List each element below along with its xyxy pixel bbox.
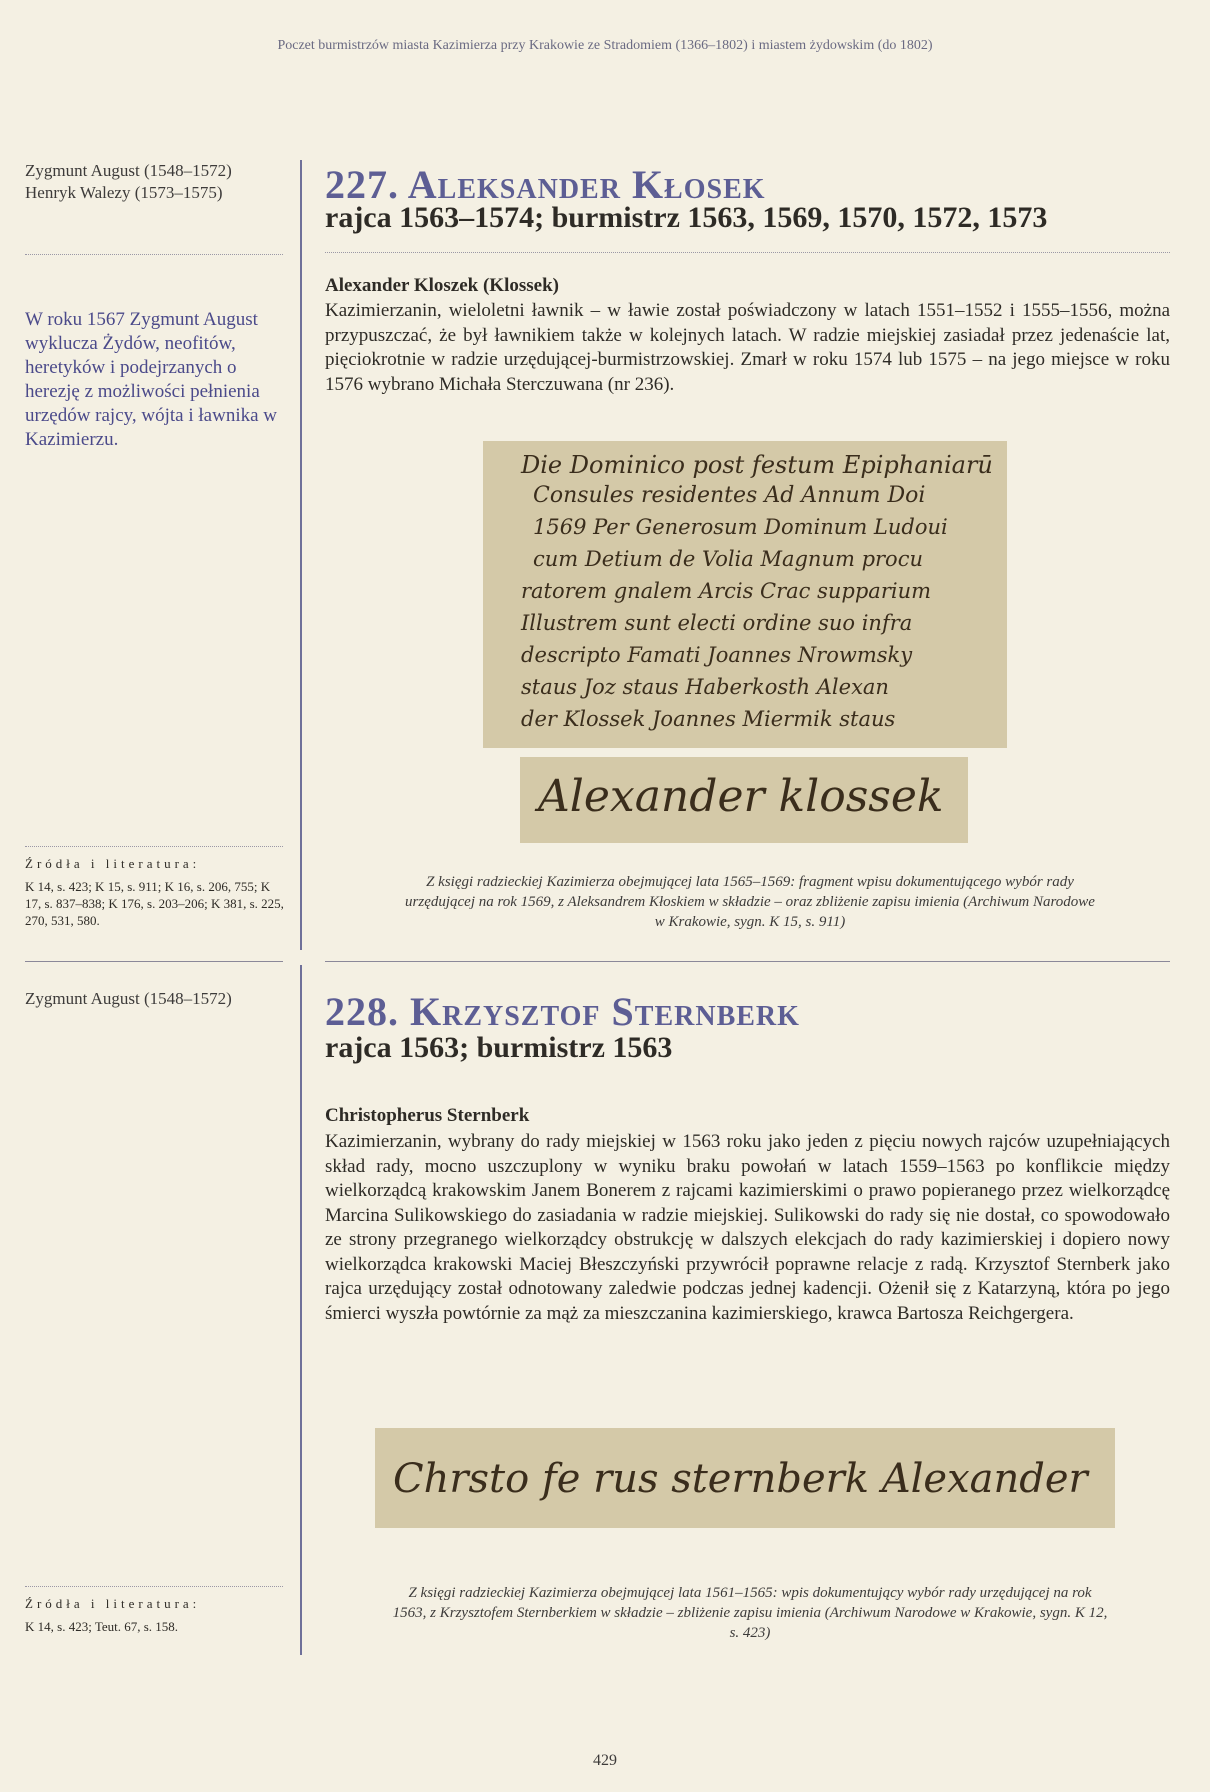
reign-line: Zygmunt August (1548–1572) — [25, 161, 232, 180]
manuscript-line: cum Detium de Volia Magnum procu — [533, 547, 923, 571]
sources-list: K 14, s. 423; K 15, s. 911; K 16, s. 206, 755; K 17, s. 837–838; K 176, s. 203–206; K 381, s. 225, 270, 531, 580. — [25, 879, 284, 928]
vertical-rule — [300, 160, 302, 950]
sources-title: Źródła i literatura: — [25, 856, 201, 871]
entry-body: Kazimierzanin, wybrany do rady miejskiej w 1563 roku jako jeden z pięciu nowych rajców uzupełniających skład rady, mocno uszczuplony w wyniku braku powołań w latach 1559–1563 po konflikcie między wielkorządcą krakowskim Janem Bonerem z rajcami kazimierskimi o prawo popieranego przez wielkorządcę Marcina Sulikowskiego do zasiadania w radzie miejskiej. Sulikowski do rady się nie dostał, co spowodowało ze strony przegranego wielkorządcy obstrukcję w dalszych elekcjach do rady kazimierskiej i dopiero nowy wielkorządca krakowski Maciej Błeszczyński przywrócił poprawne relacje z radą. Krzysztof Sternberk jako rajca urzędujący został odnotowany zaledwie podczas jednej kadencji. Ożenił się z Katarzyną, która po jego śmierci wyszła powtórnie za mąż za mieszczanina kazimierskiego, krawca Bartosza Reichgergera. — [325, 1131, 1170, 1324]
manuscript-line: ratorem gnalem Arcis Crac supparium — [521, 579, 932, 603]
manuscript-line: Consules residentes Ad Annum Doi — [533, 483, 926, 508]
section-rule — [325, 961, 1170, 962]
vertical-rule — [300, 965, 302, 1655]
manuscript-line: Die Dominico post festum Epiphaniarū — [521, 451, 993, 479]
running-header: Poczet burmistrzów miasta Kazimierza przy Krakowie ze Stradomiem (1366–1802) i miastem żydowskim (do 1802) — [277, 38, 933, 53]
manuscript-image — [483, 441, 1007, 748]
latin-name: Alexander Kloszek (Klossek) — [325, 275, 559, 296]
divider — [25, 254, 283, 255]
manuscript-name: Alexander klossek — [538, 771, 944, 822]
manuscript-name: Chrsto fe rus sternberk Alexander — [393, 1456, 1088, 1502]
entry-subheading: rajca 1563; burmistrz 1563 — [325, 1031, 673, 1064]
manuscript-line: staus Joz staus Haberkosth Alexan — [521, 675, 889, 699]
entry-heading: 228. Krzysztof Sternberk — [325, 989, 800, 1034]
divider — [25, 1586, 283, 1587]
name-closeup-image — [520, 757, 968, 843]
reign-line: Henryk Walezy (1573–1575) — [25, 183, 223, 202]
figure-caption: Z księgi radzieckiej Kazimierza obejmującej lata 1565–1569: fragment wpisu dokumentującego wybór rady urzędującej na rok 1569, z Aleksandrem Kłoskiem w składzie – oraz zbliżenie zapisu imienia (Archiwum Narodowe w Krakowie, sygn. K 15, s. 911) — [405, 874, 1095, 930]
entry-body: Kazimierzanin, wieloletni ławnik – w ławie został poświadczony w latach 1551–1552 i 1555–1556, można przypuszczać, że był ławnikiem także w kolejnych latach. W radzie miejskiej zasiadał przez jedenaście lat, pięciokrotnie w radzie urzędującej-burmistrzowskiej. Zmarł w roku 1574 lub 1575 – na jego miejsce w roku 1576 wybrano Michała Sterczuwana (nr 236). — [325, 300, 1170, 395]
manuscript-line: der Klossek Joannes Miermik staus — [521, 707, 896, 731]
reign-list — [25, 160, 285, 204]
manuscript-line: descripto Famati Joannes Nrowmsky — [521, 643, 913, 667]
sources-list: K 14, s. 423; Teut. 67, s. 158. — [25, 1619, 179, 1634]
sources-title: Źródła i literatura: — [25, 1596, 201, 1611]
figure-caption: Z księgi radzieckiej Kazimierza obejmującej lata 1561–1565: wpis dokumentujący wybór rady urzędującej na rok 1563, z Krzysztofem Sternberkiem w składzie – zbliżenie zapisu imienia (Archiwum Narodowe w Krakowie, sygn. K 12, s. 423) — [392, 1585, 1108, 1641]
reign-line: Zygmunt August (1548–1572) — [25, 989, 232, 1008]
entry-subheading: rajca 1563–1574; burmistrz 1563, 1569, 1570, 1572, 1573 — [325, 201, 1048, 234]
divider — [25, 846, 283, 847]
manuscript-line: Illustrem sunt electi ordine suo infra — [521, 611, 913, 635]
manuscript-image — [375, 1428, 1115, 1528]
page-number: 429 — [593, 1752, 617, 1769]
side-note: W roku 1567 Zygmunt August wyklucza Żydów, neofitów, heretyków i podejrzanych o herezję z możliwości pełnienia urzędów rajcy, wójta i ławnika w Kazimierzu. — [25, 309, 278, 450]
latin-name: Christopherus Sternberk — [325, 1105, 530, 1126]
entry-heading: 227. Aleksander Kłosek — [325, 162, 766, 207]
manuscript-line: 1569 Per Generosum Dominum Ludoui — [533, 515, 948, 539]
divider — [325, 252, 1170, 253]
section-rule — [25, 961, 283, 962]
